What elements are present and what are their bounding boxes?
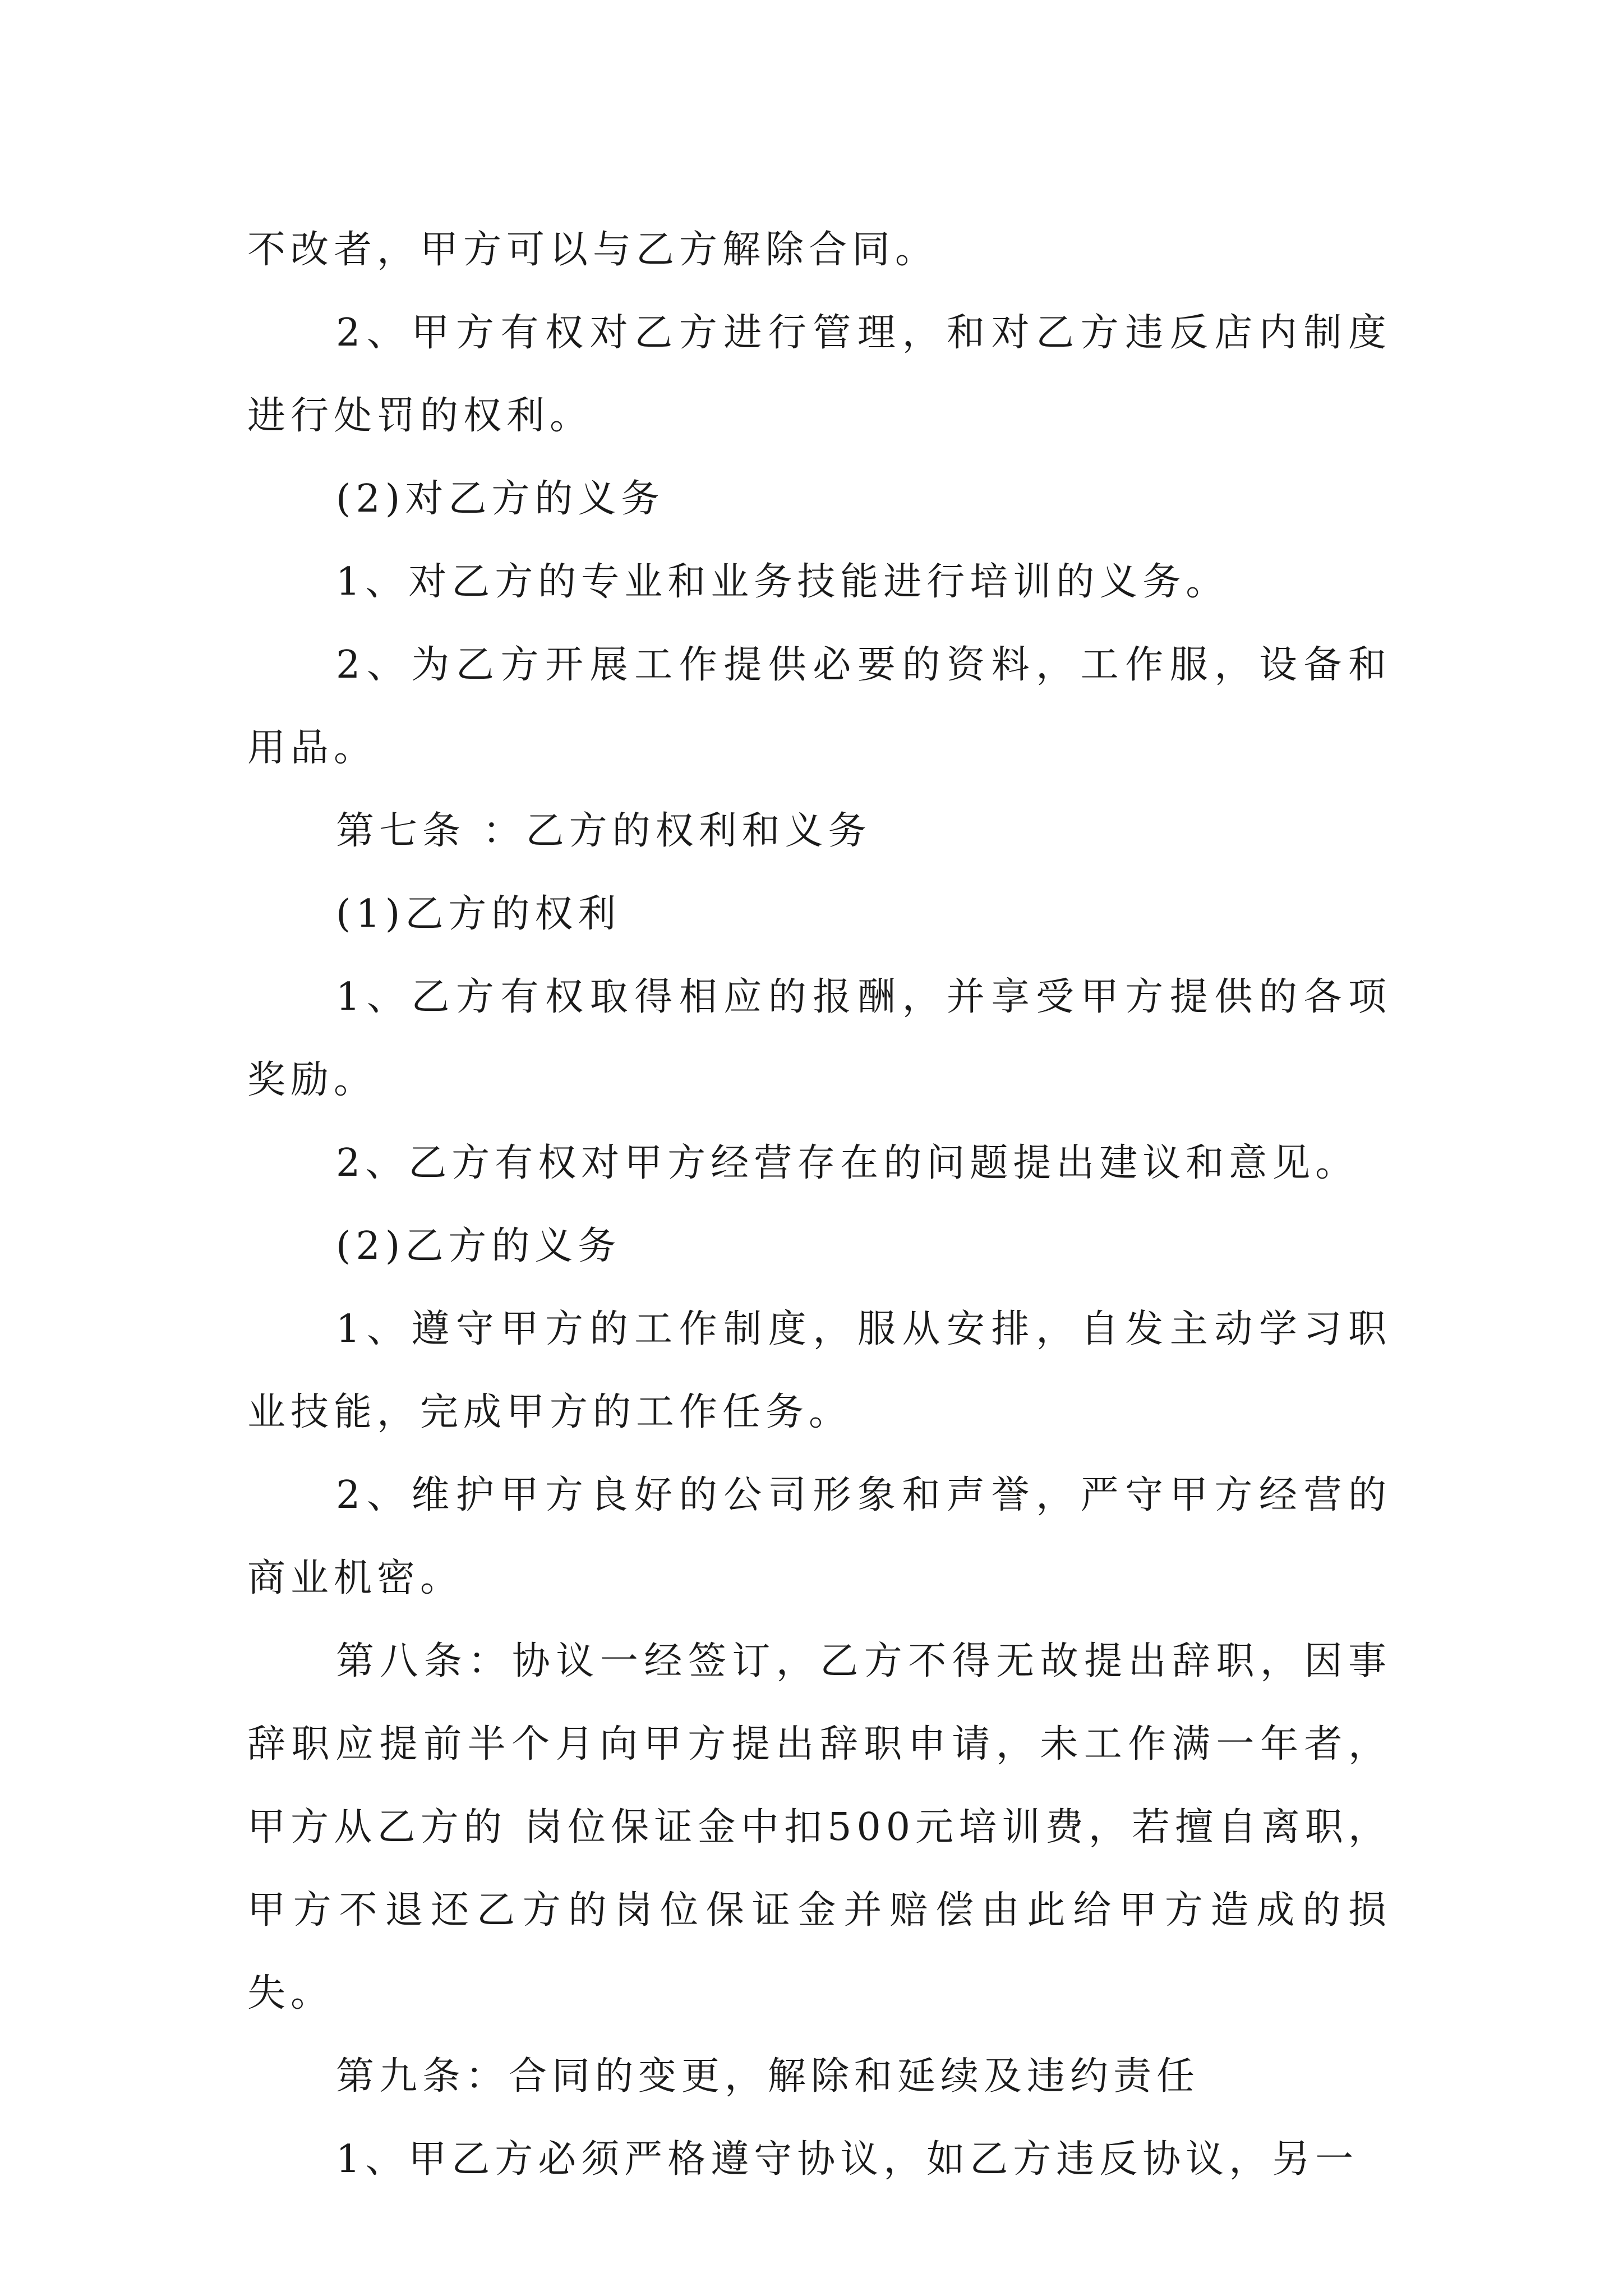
paragraph-party-b-duty-2: 2、维护甲方良好的公司形象和声誉，严守甲方经营的商业机密。	[247, 1473, 1391, 1600]
heading-duties-to-party-b: (2)对乙方的义务	[336, 477, 665, 521]
paragraph-duty-1: 1、对乙方的专业和业务技能进行培训的义务。	[336, 560, 1229, 604]
heading-article-9: 第九条：合同的变更，解除和延续及违约责任	[336, 2054, 1200, 2099]
paragraph-duty-2: 2、为乙方开展工作提供必要的资料，工作服，设备和用品。	[247, 643, 1391, 770]
paragraph-party-a-right-2: 2、甲方有权对乙方进行管理，和对乙方违反店内制度进行处罚的权利。	[247, 311, 1391, 438]
heading-party-b-duties: (2)乙方的义务	[336, 1224, 621, 1268]
paragraph-continuation: 不改者，甲方可以与乙方解除合同。	[247, 228, 939, 272]
paragraph-party-b-right-2: 2、乙方有权对甲方经营存在的问题提出建议和意见。	[336, 1141, 1359, 1185]
heading-article-7: 第七条 ：乙方的权利和义务	[336, 809, 872, 853]
paragraph-party-b-right-1: 1、乙方有权取得相应的报酬，并享受甲方提供的各项奖励。	[247, 975, 1391, 1102]
paragraph-party-b-duty-1: 1、遵守甲方的工作制度，服从安排，自发主动学习职业技能，完成甲方的工作任务。	[247, 1307, 1391, 1434]
heading-party-b-rights: (1)乙方的权利	[336, 892, 621, 936]
document-body	[247, 209, 1391, 2201]
paragraph-article-8: 第八条：协议一经签订，乙方不得无故提出辞职，因事辞职应提前半个月向甲方提出辞职申请，未工作满一年者，甲方从乙方的 岗位保证金中扣500元培训费，若擅自离职，甲方不退还乙方的岗位保证金并赔偿由此给甲方造成的损失。	[247, 1639, 1391, 2016]
paragraph-article-9-clause-1: 1、甲乙方必须严格遵守协议，如乙方违反协议，另一	[336, 2137, 1359, 2182]
